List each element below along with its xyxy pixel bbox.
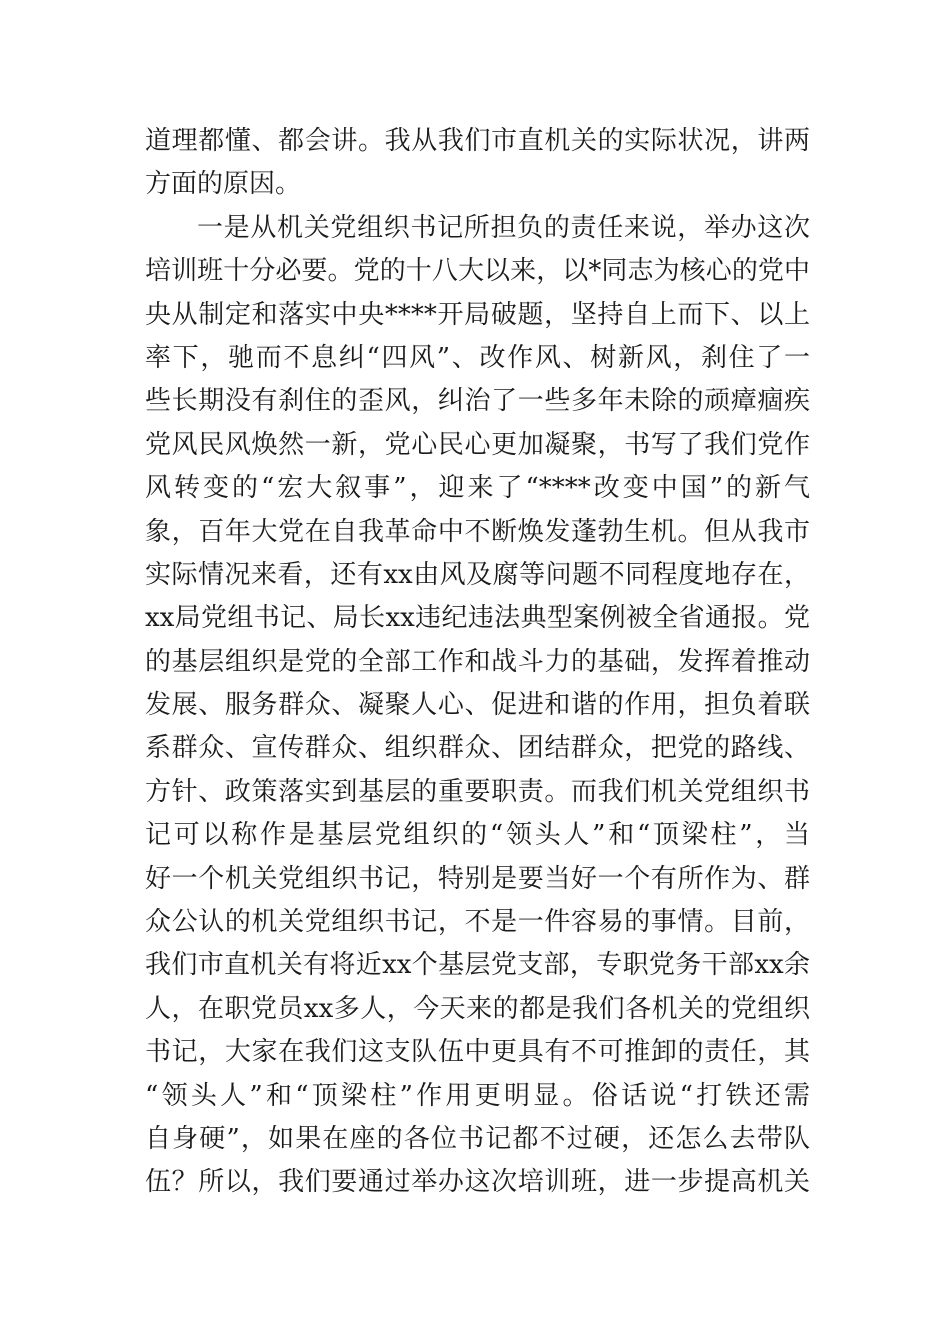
- text-line: “领头人”和“顶梁柱”作用更明显。俗话说“打铁还需: [145, 1080, 810, 1111]
- text-line: 象，百年大党在自我革命中不断焕发蓬勃生机。但从我市: [145, 516, 810, 547]
- text-line: 自身硬”，如果在座的各位书记都不过硬，还怎么去带队: [145, 1123, 810, 1154]
- text-line: 好一个机关党组织书记，特别是要当好一个有所作为、群: [145, 863, 810, 894]
- text-line: 央从制定和落实中央****开局破题，坚持自上而下、以上: [145, 299, 810, 330]
- text-line: 的基层组织是党的全部工作和战斗力的基础，发挥着推动: [145, 646, 810, 677]
- text-line: 道理都懂、都会讲。我从我们市直机关的实际状况，讲两: [145, 126, 810, 156]
- text-line: 我们市直机关有将近xx个基层党支部，专职党务干部xx余: [145, 950, 810, 981]
- text-line: 伍？所以，我们要通过举办这次培训班，进一步提高机关: [145, 1167, 810, 1198]
- body-text: [145, 120, 810, 1205]
- text-line: 培训班十分必要。党的十八大以来，以*同志为核心的党中: [145, 256, 810, 287]
- text-line: 党风民风焕然一新，党心民心更加凝聚，书写了我们党作: [145, 429, 810, 460]
- text-line: 书记，大家在我们这支队伍中更具有不可推卸的责任，其: [145, 1037, 810, 1068]
- paragraph-first-line: 一是从机关党组织书记所担负的责任来说，举办这次: [197, 212, 810, 243]
- text-line: 风转变的“宏大叙事”，迎来了“****改变中国”的新气: [145, 473, 810, 504]
- text-line: 方面的原因。: [145, 169, 302, 200]
- text-line: 人，在职党员xx多人，今天来的都是我们各机关的党组织: [145, 993, 810, 1024]
- text-line: 率下，驰而不息纠“四风”、改作风、树新风，刹住了一: [145, 342, 810, 373]
- text-line: 发展、服务群众、凝聚人心、促进和谐的作用，担负着联: [145, 690, 810, 721]
- text-line: 众公认的机关党组织书记，不是一件容易的事情。目前，: [145, 907, 810, 938]
- text-line: xx局党组书记、局长xx违纪违法典型案例被全省通报。党: [145, 603, 810, 634]
- text-line: 记可以称作是基层党组织的“领头人”和“顶梁柱”，当: [145, 820, 810, 851]
- text-line: 系群众、宣传群众、组织群众、团结群众，把党的路线、: [145, 733, 810, 764]
- text-line: 些长期没有刹住的歪风，纠治了一些多年未除的顽瘴痼疾: [145, 386, 810, 417]
- text-line: 方针、政策落实到基层的重要职责。而我们机关党组织书: [145, 776, 810, 807]
- text-line: 实际情况来看，还有xx由风及腐等问题不同程度地存在，: [145, 559, 810, 590]
